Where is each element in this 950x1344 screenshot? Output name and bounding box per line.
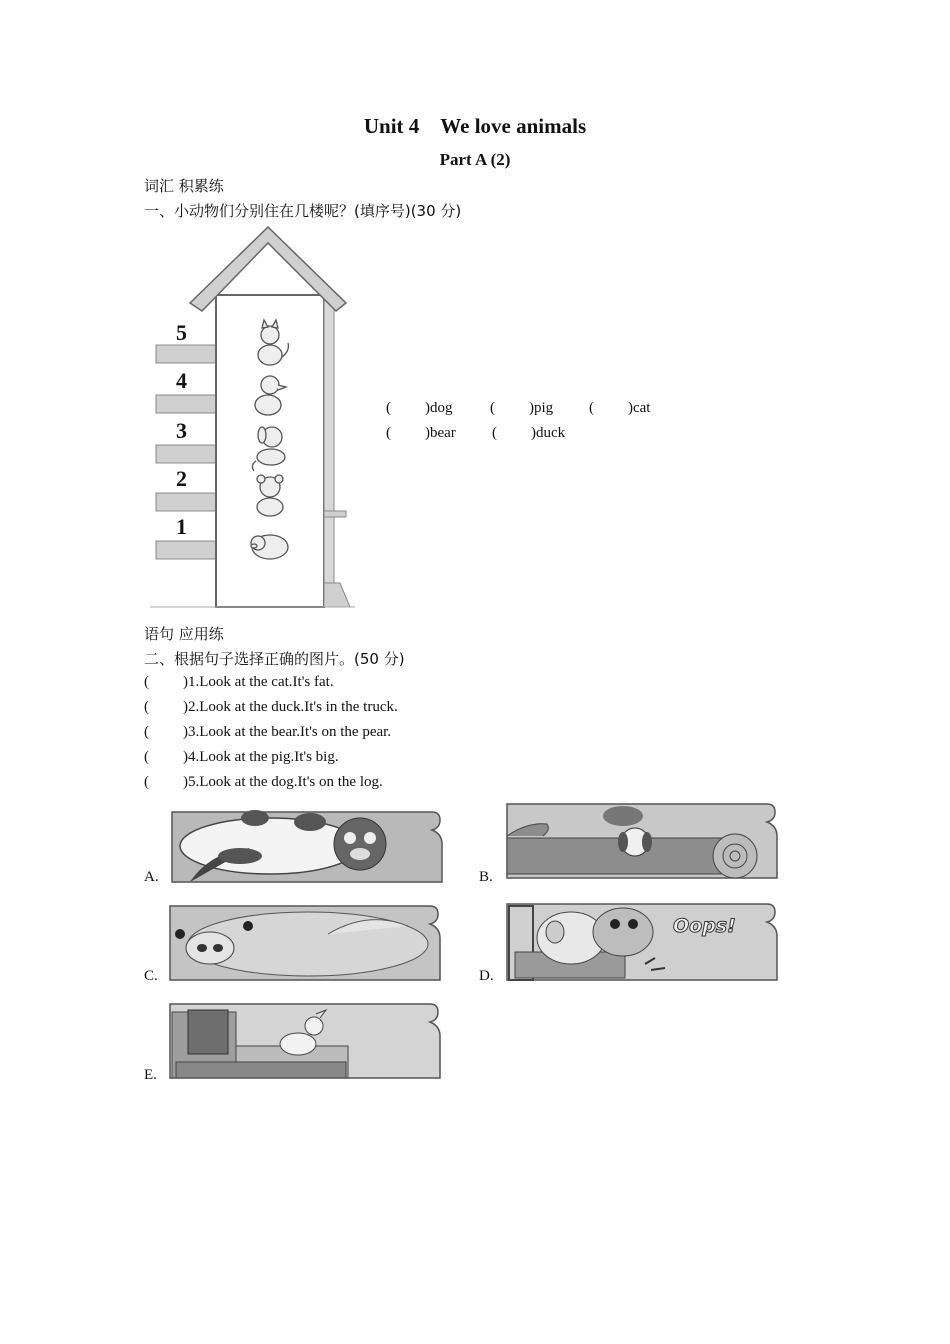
option-e-label: E. [144,1067,157,1083]
sentence-3[interactable]: ( )3.Look at the bear.It's on the pear. [144,724,392,740]
pig-icon [251,535,288,559]
blank-cat[interactable]: ( )cat [589,400,651,416]
option-d-label: D. [479,968,494,984]
sentence-4[interactable]: ( )4.Look at the pig.It's big. [144,749,339,765]
oops-text: Oops! [673,915,736,937]
section1-question: 一、小动物们分别住在几楼呢？(填序号)(30 分) [144,202,462,220]
floor-number-4: 4 [176,368,187,393]
option-b-label: B. [479,869,493,885]
option-a-label: A. [144,869,159,885]
option-c-label: C. [144,968,158,984]
sentence-1[interactable]: ( )1.Look at the cat.It's fat. [144,674,334,690]
picture-e-duck-truck[interactable] [168,1002,448,1082]
picture-b-dog-log[interactable] [505,802,785,882]
page-subtitle: Part A (2) [439,150,511,169]
floor-number-1: 1 [176,514,187,539]
section2-category: 语句 应用练 [144,625,224,643]
blank-pig[interactable]: ( )pig [490,400,554,416]
floor-number-5: 5 [176,320,187,345]
page-title: Unit 4 We love animals [363,114,587,138]
picture-d-bear-pear[interactable] [505,902,785,984]
section1-category: 词汇 积累练 [144,177,224,195]
picture-c-pig[interactable] [168,904,448,984]
blank-duck[interactable]: ( )duck [492,425,566,441]
sentence-5[interactable]: ( )5.Look at the dog.It's on the log. [144,774,383,790]
sentence-2[interactable]: ( )2.Look at the duck.It's in the truck. [144,699,398,715]
picture-a-cat[interactable] [170,806,450,884]
section2-question: 二、根据句子选择正确的图片。(50 分) [144,650,405,668]
blank-bear[interactable]: ( )bear [386,425,456,441]
floor-number-3: 3 [176,418,187,443]
blank-dog[interactable]: ( )dog [386,400,453,416]
floor-number-2: 2 [176,466,187,491]
